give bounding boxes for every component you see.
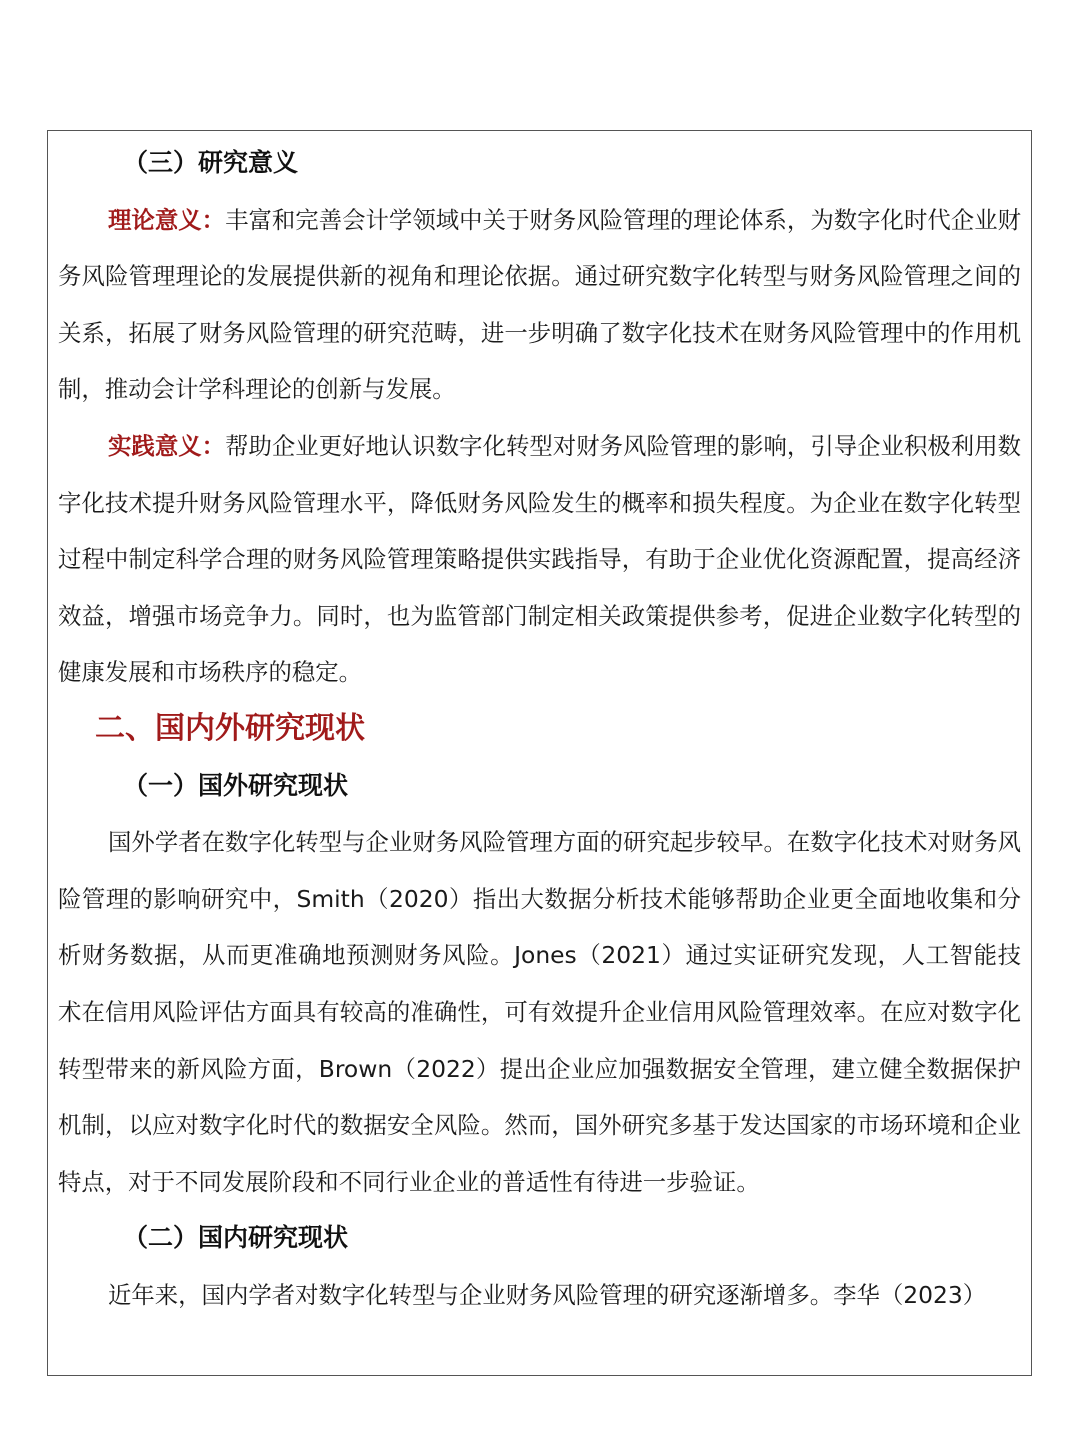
- domestic-research-paragraph: 近年来，国内学者对数字化转型与企业财务风险管理的研究逐渐增多。李华（2023）: [108, 1280, 987, 1309]
- document-page: [47, 130, 1032, 1376]
- theory-significance-label: 理论意义：: [108, 205, 226, 234]
- foreign-research-paragraph: 国外学者在数字化转型与企业财务风险管理方面的研究起步较早。在数字化技术对财务风险管理的影响研究中，Smith（2020）指出大数据分析技术能够帮助企业更全面地收集和分析财务数据，从而更准确地预测财务风险。Jones（2021）通过实证研究发现，人工智能技术在信用风险评估方面具有较高的准确性，可有效提升企业信用风险管理效率。在应对数字化转型带来的新风险方面，Brown（2022）提出企业应加强数据安全管理，建立健全数据保护机制，以应对数字化时代的数据安全风险。然而，国外研究多基于发达国家的市场环境和企业特点，对于不同发展阶段和不同行业企业的普适性有待进一步验证。: [58, 828, 1021, 1196]
- document-content: [58, 135, 1021, 1323]
- practice-significance-label: 实践意义：: [108, 431, 226, 460]
- foreign-research-heading: （一）国外研究现状: [123, 770, 349, 800]
- theory-significance-paragraph: [58, 192, 1021, 418]
- research-status-heading: 二、国内外研究现状: [95, 710, 365, 746]
- practice-significance-text: 帮助企业更好地认识数字化转型对财务风险管理的影响，引导企业积极利用数字化技术提升财务风险管理水平，降低财务风险发生的概率和损失程度。为企业在数字化转型过程中制定科学合理的财务风险管理策略提供实践指导，有助于企业优化资源配置，提高经济效益，增强市场竞争力。同时，也为监管部门制定相关政策提供参考，促进企业数字化转型的健康发展和市场秩序的稳定。: [58, 431, 1022, 687]
- research-significance-heading: （三）研究意义: [123, 148, 299, 177]
- practice-significance-paragraph: [58, 418, 1021, 701]
- domestic-research-heading: （二）国内研究现状: [123, 1223, 349, 1253]
- theory-significance-text: 丰富和完善会计学领域中关于财务风险管理的理论体系，为数字化时代企业财务风险管理理论的发展提供新的视角和理论依据。通过研究数字化转型与财务风险管理之间的关系，拓展了财务风险管理的研究范畴，进一步明确了数字化技术在财务风险管理中的作用机制，推动会计学科理论的创新与发展。: [58, 205, 1022, 404]
